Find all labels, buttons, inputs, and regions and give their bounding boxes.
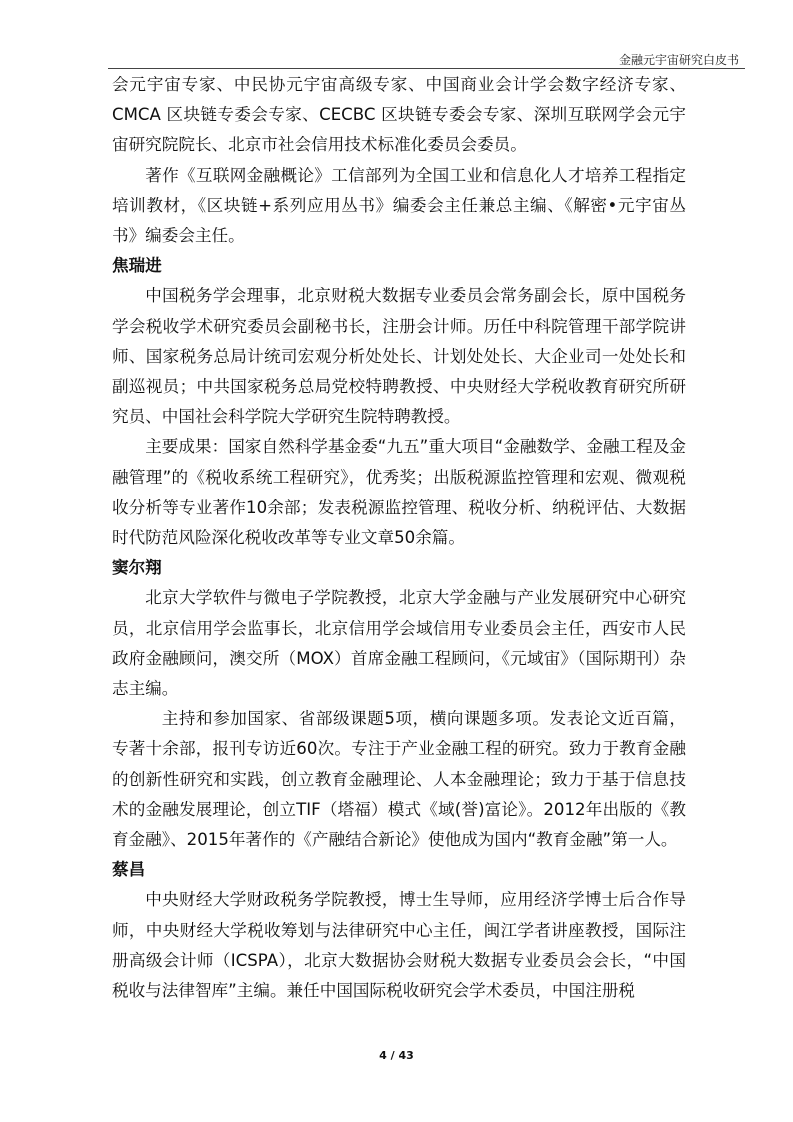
person-name-dou-erxiang: 窦尔翔 — [112, 558, 162, 578]
page-number: 4 / 43 — [379, 1049, 414, 1062]
person-name-cai-chang: 蔡昌 — [112, 860, 146, 880]
person-bio-jiao-ruijin: 中国税务学会理事，北京财税大数据专业委员会常务副会长，原中国税务学会税收学术研究委员会副秘书长，注册会计师。历任中科院管理干部学院讲师、国家税务总局计统司宏观分析处处长、计划处处长、大企业司一处处长和副巡视员；中共国家税务总局党校特聘教授、中央财经大学税收教育研究所研究员、中国社会科学院大学研究生院特聘教授。 — [112, 286, 686, 427]
document-body — [112, 70, 686, 1006]
person-achievements-jiao-ruijin: 主要成果：国家自然科学基金委“九五”重大项目“金融数学、金融工程及金融管理”的《税收系统工程研究》，优秀奖；出版税源监控管理和宏观、微观税收分析等专业著作10余部；发表税源监控管理、税收分析、纳税评估、大数据时代防范风险深化税收改革等专业文章50余篇。 — [112, 437, 686, 548]
intro-works-paragraph: 著作《互联网金融概论》工信部列为全国工业和信息化人才培养工程指定培训教材，《区块链+系列应用丛书》编委会主任兼总主编、《解密•元宇宙丛书》编委会主任。 — [112, 165, 686, 246]
person-name-jiao-ruijin: 焦瑞进 — [112, 256, 162, 276]
person-bio-dou-erxiang: 北京大学软件与微电子学院教授，北京大学金融与产业发展研究中心研究员，北京信用学会监事长，北京信用学会域信用专业委员会主任，西安市人民政府金融顾问，澳交所（MOX）首席金融工程顾问，《元域宙》（国际期刊）杂志主编。 — [112, 588, 686, 699]
intro-continuation-paragraph: 会元宇宙专家、中民协元宇宙高级专家、中国商业会计学会数字经济专家、CMCA 区块链专委会专家、CECBC 区块链专委会专家、深圳互联网学会元宇宙研究院院长、北京市社会信用技术标准化委员会委员。 — [112, 75, 686, 155]
person-achievements-dou-erxiang: 主持和参加国家、省部级课题5项，横向课题多项。发表论文近百篇，专著十余部，报刊专访近60次。专注于产业金融工程的研究。致力于教育金融的创新性研究和实践，创立教育金融理论、人本金融理论；致力于基于信息技术的金融发展理论，创立TIF（塔福）模式《域(誉)富论》。2012年出版的《教育金融》、2015年著作的《产融结合新论》使他成为国内“教育金融”第一人。 — [112, 709, 686, 850]
header-title: 金融元宇宙研究白皮书 — [618, 53, 739, 67]
page-header — [108, 40, 745, 69]
person-bio-cai-chang: 中央财经大学财政税务学院教授，博士生导师，应用经济学博士后合作导师，中央财经大学税收筹划与法律研究中心主任，闽江学者讲座教授，国际注册高级会计师（ICSPA），北京大数据协会财税大数据专业委员会会长，“中国税收与法律智库”主编。兼任中国国际税收研究会学术委员，中国注册税 — [112, 890, 686, 1001]
